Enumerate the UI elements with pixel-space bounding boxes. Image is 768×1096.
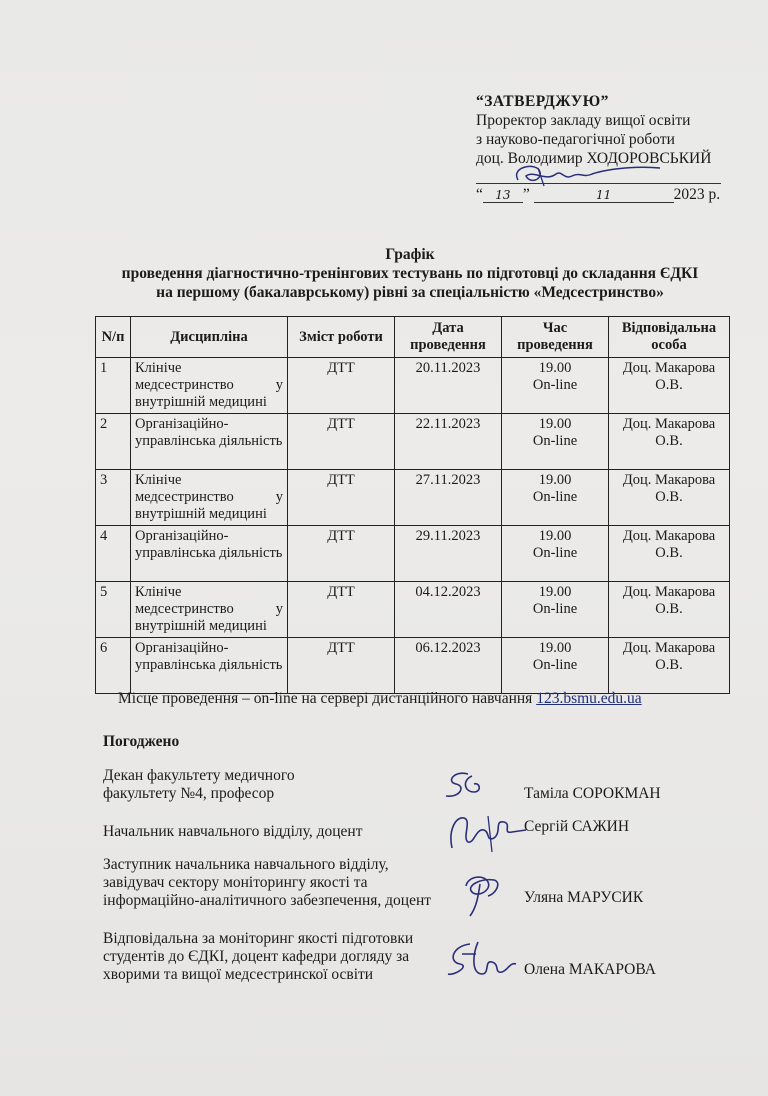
row-responsible: Доц. Макарова О.В. bbox=[609, 638, 730, 694]
row-date: 27.11.2023 bbox=[395, 470, 502, 526]
row-time-mode: On-line bbox=[532, 545, 578, 561]
row-date: 04.12.2023 bbox=[395, 582, 502, 638]
row-work: ДТТ bbox=[288, 582, 395, 638]
table-header-row bbox=[96, 317, 730, 358]
row-num: 5 bbox=[96, 582, 131, 638]
signer-position-line: інформаційно-аналітичного забезпечення, доцент bbox=[103, 892, 432, 909]
row-time-value: 19.00 bbox=[538, 528, 572, 544]
document-title bbox=[60, 245, 760, 302]
approval-title: “ЗАТВЕРДЖУЮ” bbox=[476, 93, 609, 110]
row-work: ДТТ bbox=[288, 414, 395, 470]
table-row bbox=[96, 526, 730, 582]
row-time-value: 19.00 bbox=[538, 640, 572, 656]
place-note bbox=[118, 690, 642, 708]
approval-line-2: з науково-педагогічної роботи bbox=[476, 131, 675, 148]
signer-position-line: факультету №4, професор bbox=[103, 785, 275, 802]
signer-position bbox=[103, 767, 463, 803]
signature-icon bbox=[438, 768, 488, 804]
signer-position bbox=[103, 856, 463, 910]
schedule-table bbox=[95, 316, 730, 694]
signature-icon bbox=[454, 868, 514, 920]
approval-block bbox=[476, 92, 756, 168]
table-row bbox=[96, 414, 730, 470]
approval-date-line bbox=[476, 186, 748, 204]
signer-name: Уляна МАРУСИК bbox=[524, 889, 644, 906]
place-text: Місце проведення – on-line на сервері дистанційного навчання bbox=[118, 690, 537, 707]
row-discipline: Клініче медсестринство у внутрішній медицині bbox=[131, 358, 288, 414]
row-responsible: Доц. Макарова О.В. bbox=[609, 526, 730, 582]
signer-name: Сергій САЖИН bbox=[524, 818, 630, 835]
header-time: Час проведення bbox=[502, 317, 609, 358]
row-time bbox=[502, 358, 609, 414]
row-date: 29.11.2023 bbox=[395, 526, 502, 582]
row-num: 2 bbox=[96, 414, 131, 470]
row-time-value: 19.00 bbox=[538, 472, 572, 488]
row-time-mode: On-line bbox=[532, 377, 578, 393]
row-discipline: Організаційно-управлінська діяльність bbox=[131, 638, 288, 694]
table-row bbox=[96, 470, 730, 526]
row-time bbox=[502, 638, 609, 694]
row-work: ДТТ bbox=[288, 638, 395, 694]
row-discipline: Клініче медсестринство у внутрішній медицині bbox=[131, 470, 288, 526]
signer-position bbox=[103, 930, 463, 984]
row-discipline: Організаційно-управлінська діяльність bbox=[131, 414, 288, 470]
signature-icon bbox=[442, 934, 522, 984]
signer-name: Олена МАКАРОВА bbox=[524, 961, 656, 978]
signer-position-line: Декан факультету медичного bbox=[103, 767, 295, 784]
title-line-2: проведення діагностично-тренінгових тестувань по підготовці до складання ЄДКІ bbox=[121, 265, 699, 282]
row-date: 22.11.2023 bbox=[395, 414, 502, 470]
row-time-mode: On-line bbox=[532, 433, 578, 449]
header-work: Зміст роботи bbox=[288, 317, 395, 358]
row-responsible: Доц. Макарова О.В. bbox=[609, 414, 730, 470]
signer-name: Таміла СОРОКМАН bbox=[524, 785, 661, 802]
row-work: ДТТ bbox=[288, 526, 395, 582]
row-work: ДТТ bbox=[288, 470, 395, 526]
approval-year: 2023 р. bbox=[673, 186, 721, 203]
row-responsible: Доц. Макарова О.В. bbox=[609, 358, 730, 414]
signature-icon bbox=[442, 808, 530, 856]
table-row bbox=[96, 582, 730, 638]
row-responsible: Доц. Макарова О.В. bbox=[609, 470, 730, 526]
approval-line-3: доц. Володимир ХОДОРОВСЬКИЙ bbox=[476, 150, 712, 167]
signer-position-line: Відповідальна за моніторинг якості підготовки bbox=[103, 930, 414, 947]
row-time-mode: On-line bbox=[532, 657, 578, 673]
header-responsible: Відповідальна особа bbox=[609, 317, 730, 358]
row-time bbox=[502, 414, 609, 470]
table-row bbox=[96, 638, 730, 694]
place-link[interactable]: 123.bsmu.edu.ua bbox=[536, 690, 642, 707]
signer-position bbox=[103, 823, 463, 841]
agreed-heading: Погоджено bbox=[103, 733, 180, 750]
row-num: 4 bbox=[96, 526, 131, 582]
row-work: ДТТ bbox=[288, 358, 395, 414]
row-responsible: Доц. Макарова О.В. bbox=[609, 582, 730, 638]
quote-open: “ bbox=[476, 186, 483, 203]
title-line-3: на першому (бакалаврському) рівні за спеціальністю «Медсестринство» bbox=[156, 284, 664, 301]
signer-position-line: завідувач сектору моніторингу якості та bbox=[103, 874, 368, 891]
approval-line-1: Проректор закладу вищої освіти bbox=[476, 112, 691, 129]
approval-month: 11 bbox=[534, 188, 674, 203]
header-discipline: Дисципліна bbox=[131, 317, 288, 358]
row-time bbox=[502, 582, 609, 638]
signer-position-line: хворими та вищої медсестринскої освіти bbox=[103, 966, 374, 983]
quote-close: ” bbox=[522, 186, 530, 203]
approval-day: 13 bbox=[483, 188, 523, 203]
row-date: 06.12.2023 bbox=[395, 638, 502, 694]
signer-position-line: Начальник навчального відділу, доцент bbox=[103, 823, 363, 840]
row-num: 3 bbox=[96, 470, 131, 526]
signer-position-line: Заступник начальника навчального відділу, bbox=[103, 856, 389, 873]
title-line-1: Графік bbox=[385, 246, 435, 263]
row-time bbox=[502, 526, 609, 582]
row-num: 6 bbox=[96, 638, 131, 694]
table-row bbox=[96, 358, 730, 414]
row-time-mode: On-line bbox=[532, 601, 578, 617]
header-date: Дата проведення bbox=[395, 317, 502, 358]
row-time-value: 19.00 bbox=[538, 584, 572, 600]
row-discipline: Організаційно-управлінська діяльність bbox=[131, 526, 288, 582]
row-time-value: 19.00 bbox=[538, 416, 572, 432]
signer-position-line: студентів до ЄДКІ, доцент кафедри догляду за bbox=[103, 948, 410, 965]
row-num: 1 bbox=[96, 358, 131, 414]
row-time bbox=[502, 470, 609, 526]
row-time-value: 19.00 bbox=[538, 360, 572, 376]
row-date: 20.11.2023 bbox=[395, 358, 502, 414]
row-time-mode: On-line bbox=[532, 489, 578, 505]
row-discipline: Клініче медсестринство у внутрішній медицині bbox=[131, 582, 288, 638]
header-num: N/п bbox=[96, 317, 131, 358]
